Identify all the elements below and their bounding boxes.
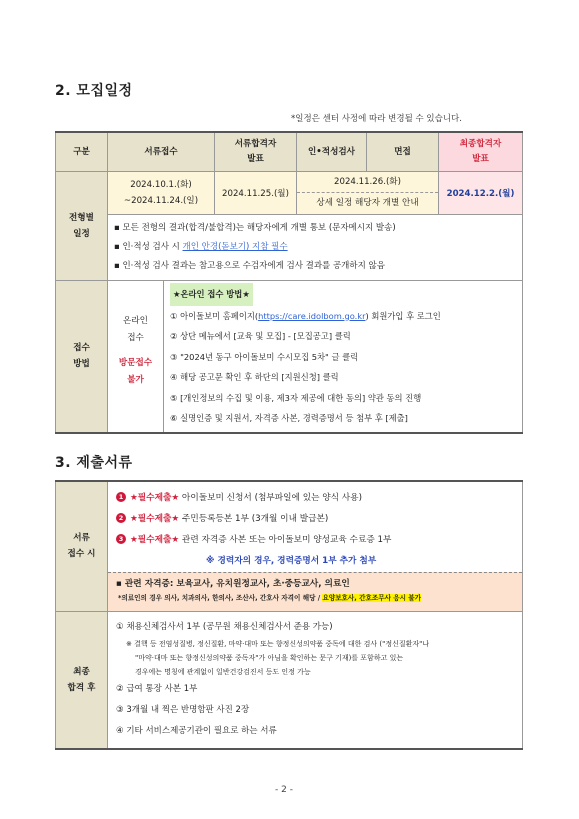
certificate-note — [108, 589, 522, 602]
submit-row-label-1: 서류 — [73, 533, 90, 544]
glasses-required-link: 개인 안경(돋보기) 지참 필수 — [182, 242, 288, 252]
schedule-bullet-2: ▪ 인·적성 검사 시 개인 안경(돋보기) 지참 필수 — [114, 242, 288, 252]
submit-row-label — [56, 481, 108, 611]
submit-item-1-text: 아이돌보미 신청서 (첨부파일에 있는 양식 사용) — [181, 493, 362, 503]
final-docs — [108, 611, 523, 749]
test-date — [297, 172, 439, 215]
schedule-row-label — [56, 172, 108, 281]
schedule-bullet-1-text: 모든 전형의 결과(합격/불합격)는 해당자에게 개별 통보 (문자메시지 발송) — [122, 223, 396, 233]
required-badge: ★필수제출★ — [130, 514, 180, 524]
submit-item-3 — [116, 530, 522, 551]
final-item-1-note-3: 경우에는 명칭에 관계없이 일반건강검진서 등도 인정 가능 — [135, 667, 311, 676]
apply-mode-1: 온라인 — [123, 316, 148, 326]
test-date-detail: 상세 일정 해당자 개별 안내 — [316, 198, 419, 208]
schedule-bullets — [108, 215, 523, 281]
doc-date-end: ~2024.11.24.(일) — [123, 196, 199, 206]
section2-title: 2. 모집일정 — [55, 83, 133, 99]
required-badge: ★필수제출★ — [130, 493, 180, 503]
final-item-4: ④ 기타 서비스제공기관이 필요로 하는 서류 — [116, 725, 277, 736]
final-item-3: ③ 3개월 내 찍은 반명함판 사진 2장 — [116, 704, 250, 715]
step-3: ③ "2024년 동구 아이돌보미 수시모집 5차" 글 클릭 — [170, 351, 359, 362]
documents-table — [55, 480, 523, 750]
submit-item-3-text: 관련 자격증 사본 또는 아이돌보미 양성교육 수료증 1부 — [181, 535, 392, 545]
schedule-bullet-3-text: 인·적성 검사 결과는 참고용으로 수검자에게 검사 결과를 공개하지 않음 — [122, 261, 385, 271]
section3-title: 3. 제출서류 — [55, 455, 133, 471]
apply-mode-2: 접수 — [127, 333, 144, 343]
schedule-dates-row — [56, 172, 523, 215]
homepage-link[interactable]: https://care.idolbom.go.kr — [258, 310, 366, 321]
final-row-label-2: 합격 후 — [67, 682, 96, 693]
final-item-2: ② 급여 통장 사본 1부 — [116, 683, 198, 694]
schedule-table — [55, 131, 523, 434]
header-final-line1: 최종합격자 — [459, 139, 502, 149]
no-visit-2: 불가 — [127, 375, 144, 385]
certificate-note-highlight: 요양보호사, 간호조무사 응시 불가 — [322, 593, 422, 602]
submit-docs — [108, 481, 523, 611]
certificate-title: ▪ 관련 자격증: 보육교사, 유치원정교사, 초·중등교사, 의료인 — [116, 578, 350, 589]
test-date-value: 2024.11.26.(화) — [297, 172, 438, 193]
doc-date-start: 2024.10.1.(화) — [130, 180, 192, 190]
apply-row-label-2: 방법 — [73, 359, 90, 370]
submit-item-2-text: 주민등록등본 1부 (3개월 이내 발급본) — [181, 514, 329, 524]
submit-item-1 — [116, 488, 522, 509]
header-doc-pass-line2: 발표 — [247, 154, 264, 164]
schedule-note: *일정은 센터 사정에 따라 변경될 수 있습니다. — [291, 114, 462, 124]
step-4: ④ 해당 공고문 확인 후 하단의 [지원신청] 클릭 — [170, 372, 339, 382]
step-5: ⑤ [개인정보의 수집 및 이용, 제3자 제공에 대한 동의] 약관 동의 진행 — [170, 392, 422, 403]
apply-mode — [108, 281, 164, 432]
required-badge: ★필수제출★ — [130, 535, 180, 545]
apply-row-label-1: 접수 — [73, 343, 90, 354]
submit-row-label-2: 접수 시 — [67, 549, 96, 560]
schedule-header-row — [56, 132, 523, 172]
apply-row — [56, 281, 523, 433]
schedule-row-label-1: 전형별 — [69, 213, 94, 223]
header-aptitude: 인•적성검사 — [297, 132, 367, 172]
submit-item-3-note: ※ 경력자의 경우, 경력증명서 1부 추가 첨부 — [206, 556, 377, 566]
no-visit-1: 방문접수 — [118, 358, 153, 368]
header-final-line2: 발표 — [472, 154, 489, 164]
final-row-label — [56, 611, 108, 749]
header-doc-pass-line1: 서류합격자 — [234, 139, 277, 149]
final-item-1-note — [116, 637, 522, 679]
doc-pass-date: 2024.11.25.(월) — [215, 172, 297, 215]
header-category: 구분 — [56, 132, 108, 172]
schedule-bullet-2-text: 인·적성 검사 시 — [122, 242, 183, 252]
step-1-post: ) 회원가입 후 로그인 — [365, 310, 441, 321]
certificate-box — [108, 572, 522, 611]
step-6: ⑥ 실명인증 및 지원서, 자격증 사본, 경력증명서 등 첨부 후 [제출] — [170, 413, 408, 423]
step-1 — [170, 306, 441, 327]
step-1-pre: ① 아이돌보미 홈페이지( — [170, 310, 259, 321]
final-item-1: ① 채용신체검사서 1부 (공무원 채용신체검사서 준용 가능) — [116, 621, 333, 632]
certificate-note-text: *의료인의 경우 의사, 치과의사, 한의사, 조산사, 간호사 자격이 해당 / — [118, 593, 323, 602]
header-interview: 면접 — [367, 132, 439, 172]
final-row-label-1: 최종 — [73, 666, 90, 677]
number-3-icon: 3 — [116, 534, 126, 544]
header-final — [439, 132, 523, 172]
final-date: 2024.12.2.(월) — [439, 172, 523, 215]
schedule-bullet-3: ▪ 인·적성 검사 결과는 참고용으로 수검자에게 검사 결과를 공개하지 않음 — [114, 261, 385, 271]
number-2-icon: 2 — [116, 513, 126, 523]
number-1-icon: 1 — [116, 492, 126, 502]
schedule-bullets-row — [56, 215, 523, 281]
schedule-row-label-2: 일정 — [73, 229, 90, 239]
schedule-bullet-1: ▪ 모든 전형의 결과(합격/불합격)는 해당자에게 개별 통보 (문자메시지 발송) — [114, 223, 396, 233]
apply-row-label — [56, 281, 108, 433]
final-item-1-note-2: "마약·대마 또는 향정신성의약품 중독자"가 아님을 확인하는 문구 기재)를 포함하고 있는 — [135, 653, 404, 662]
apply-detail — [108, 281, 523, 433]
online-steps — [170, 283, 441, 429]
header-doc-pass — [215, 132, 297, 172]
online-steps-title: ★온라인 접수 방법★ — [170, 283, 253, 306]
documents-submit-row — [56, 481, 523, 611]
header-doc: 서류접수 — [108, 132, 215, 172]
page-number: - 2 - — [275, 785, 293, 795]
documents-final-row — [56, 611, 523, 749]
final-item-1-note-1: ※ 결핵 등 전염성질병, 정신질환, 마약·대마 또는 향정신성의약품 중독에 대한 검사 ("정신질환자"나 — [126, 639, 430, 648]
doc-date — [108, 172, 215, 215]
submit-item-2 — [116, 509, 522, 530]
step-2: ② 상단 메뉴에서 [교육 및 모집] - [모집공고] 클릭 — [170, 331, 351, 341]
